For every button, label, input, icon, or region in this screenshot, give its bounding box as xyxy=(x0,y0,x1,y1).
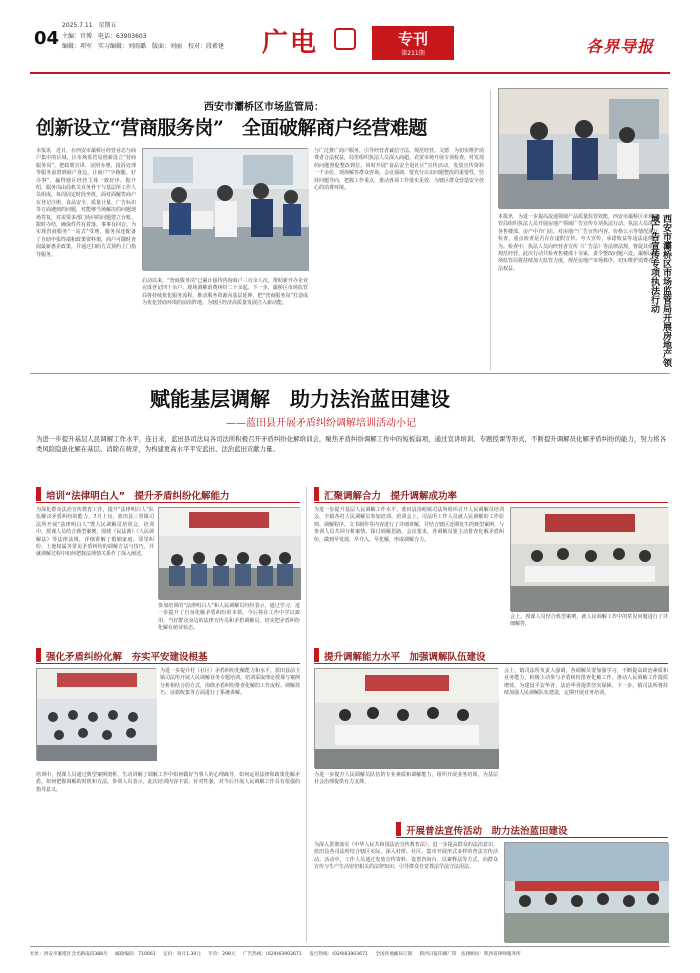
section-2-text: 为进一步提升基层人民调解工作水平，蓝田县汤峪镇司法所组织召开人民调解员培训会，全镇各村人民调解员参加培训。培训会上，司法所工作人员就人民调解的工作原则、调解程序、文书制作等内容进行了详细讲解，并结合辖区近期发生的典型案例，与参训人员共同分析案情、探讨调解思路。会议要求，各调解员要主动排查化解矛盾纠纷，做到早发现、早介入、早化解，形成调解合力。 xyxy=(314,507,505,543)
section-title: 培训“法律明白人” 提升矛盾纠纷化解能力 xyxy=(46,491,230,502)
section-1-text: 为深化群众法治宣传教育工作，提升“法律明白人”队伍解决矛盾纠纷的能力，7月上旬，蓝田县三里镇司法所开展“法律明白人”暨人民调解员培训会。培训中，授课人员结合典型案例，围绕《民法典》《人民调解法》等法律法规，详细讲解了婚姻家庭、邻里纠纷、土地权属等常见矛盾纠纷的调解方法与技巧，并就调解过程中如何把握法理情关系作了深入阐述。 xyxy=(36,507,154,558)
section-header-1 xyxy=(36,487,300,501)
footer-ad: 广告热线：(029)63903671 xyxy=(243,952,302,957)
section-underline xyxy=(36,502,300,503)
mediation-meeting-image xyxy=(511,508,669,612)
section-title: 开展普法宣传活动 助力法治蓝田建设 xyxy=(406,826,568,837)
footer-address: 社址：西安市雁塔区含光路南段388号 xyxy=(30,952,108,957)
section-3-text-2: 培训中，授课人员通过典型案例剖析，生动讲解了调解工作中如何做好当事人的心理疏导，如何运用法律和政策化解矛盾，如何把握调解的时机和方法。参训人员表示，此次培训内容丰富、针对性强，对今后开展人民调解工作具有很强的指导意义。 xyxy=(36,772,300,793)
mid-rule xyxy=(30,373,670,374)
section-4-text: 会上，镇司法所负责人强调，各调解员要加强学习，不断提高政治素质和业务能力，积极主动参与矛盾纠纷排查化解工作，推动人民调解工作提质增效，为建设平安华胥、法治华胥提供坚实保障。下一步，镇司法所将持续加强人民调解队伍建设，定期开展业务培训。 xyxy=(504,668,668,697)
section-title: 强化矛盾纠纷化解 夯实平安建设根基 xyxy=(46,652,208,663)
side-story-text: 本报讯 为进一步提高流通领域产品质量监管效能，西安市灞桥区市场监管局组织执法人员开展房地产领域广告宣传专项执法行动。执法人员深入各售楼部、房产中介门店，对房地产广告宣传内容、价格公示等情况进行检查，重点检查是否存在虚假宣传、夸大宣传、承诺收益等违法违规行为。检查中，执法人员向经营者宣传《广告法》等法律法规，督促其依法规范经营。此次行动共检查售楼部十余家，责令整改问题六处。灞桥区市场监管局将持续加大监管力度，规范房地产市场秩序，切实维护消费者合法权益。 xyxy=(498,214,659,272)
special-badge xyxy=(372,26,454,60)
footer-rule xyxy=(30,946,670,947)
section-1-photo xyxy=(158,507,300,599)
section-underline xyxy=(314,502,668,503)
top-story-photo xyxy=(142,148,308,270)
header-rule xyxy=(30,72,670,74)
footer-printing: 陕西日报印刷厂印 法律顾问：陕西省律师服务所 xyxy=(419,952,521,957)
footer-price: 定价：每月1.30元 xyxy=(163,952,201,957)
feature-headline: 赋能基层调解 助力法治蓝田建设 xyxy=(150,387,450,411)
section-4-photo xyxy=(314,668,498,768)
section-underline xyxy=(314,663,668,664)
top-story-headline: 创新设立“营商服务岗” 全面破解商户经营难题 xyxy=(36,117,427,139)
section-3-text: 为进一步提升村（社区）矛盾纠纷化解能力和水平，蓝田县前卫镇司法所开展人民调解业务专题培训。培训采取理论授课与案例分析相结合的方式，围绕矛盾纠纷排查化解的工作流程、调解技巧、证据收集等方面进行了系统讲解。 xyxy=(160,668,301,697)
masthead-logo: 广电 xyxy=(262,28,319,58)
side-divider xyxy=(490,90,491,370)
section-marker xyxy=(314,648,319,662)
issue-label: 第211期 xyxy=(401,50,425,57)
side-story-title: 西安市灞桥区市场监管局开展房地产领域广告宣传专项执法行动 xyxy=(649,214,671,367)
classroom-image xyxy=(37,669,157,761)
section-5-photo xyxy=(504,842,668,942)
inspection-scene-image xyxy=(499,89,669,209)
logo-seal-icon xyxy=(334,28,356,50)
side-story-photo xyxy=(498,88,668,208)
section-marker xyxy=(36,487,41,501)
masthead xyxy=(0,0,700,78)
special-label: 专刊 xyxy=(397,30,428,48)
section-header-3 xyxy=(36,648,300,662)
training-meeting-image xyxy=(159,508,301,600)
staff-info: 编辑：项军 实习编辑：刘雨璐 版面：刘丽 校对：段素建 xyxy=(62,43,225,50)
feature-subtitle: ——蓝田县开展矛盾纠纷调解培训活动小记 xyxy=(226,418,416,429)
feature-intro: 为进一步提升基层人民调解工作水平，连日来，蓝田县司法局各司法所积极召开矛盾纠纷化解培训会，聚焦矛盾纠纷调解工作中的短板弱项，通过宣讲培训、专题授课等形式，不断提升调解员化解矛盾纠纷的能力，努力将各类风险隐患化解在基层、消除在萌芽，为构建更高水平平安蓝田、法治蓝田贡献力量。 xyxy=(36,435,666,453)
outdoor-publicity-image xyxy=(505,843,669,943)
section-header-4 xyxy=(314,648,668,662)
top-story-kicker: 西安市灞桥区市场监管局： xyxy=(204,102,324,113)
footer-zip: 邮政编码：710061 xyxy=(115,952,156,957)
section-header-2 xyxy=(314,487,668,501)
page-number: 04 xyxy=(34,28,60,49)
top-story-col1: 本报讯 近日，在西安市灞桥区经营业态与商户集中的区域，区市场监管局创新设立“营商服务岗”，把政策宣讲、证照办理、投诉处理等服务前置到商户身边，让商户“少跑腿、好办事”，赢得辖区经营主体一致好评。据介绍，服务岗由局机关业务骨干与基层所工作人员组成，每周固定时段坐班，面对面解答商户在登记注册、食品安全、质量计量、广告标识等方面遇到的问题，对能够当场解决的问题现场答复，对需要多部门协同的问题建立台账、限时办结，确保件件有着落、事事有回音。为实现营商服务“一站式”受理，服务岗还配备了自助申报终端和政策资料架，商户可随时查阅最新惠企政策，并通过扫码方式预约上门指导服务。 xyxy=(36,148,137,258)
section-marker xyxy=(36,648,41,662)
section-marker xyxy=(314,487,319,501)
editor-info: 主编：官博 电话：63903603 xyxy=(62,33,147,40)
footer-distribution: 发行热线：(029)63903671 xyxy=(309,952,368,957)
issue-date: 2025.7.11 星期五 xyxy=(62,22,117,29)
section-underline xyxy=(396,837,668,838)
section-title: 汇聚调解合力 提升调解成功率 xyxy=(324,491,458,502)
photo-caption-2: 会上，授课人员结合典型案例，就人民调解工作中的常见问题进行了详细解答。 xyxy=(510,614,668,628)
footer-info xyxy=(30,951,670,963)
photo-caption-3: 为进一步提升人民调解员队伍的专业素质和调解能力，组织开展业务培训，为基层社会治理提供有力支撑。 xyxy=(314,772,498,786)
column-divider xyxy=(306,487,307,942)
section-underline xyxy=(36,663,300,664)
footer-license: 全国各地邮局订阅 xyxy=(375,952,413,957)
section-header-5 xyxy=(396,822,668,836)
section-marker xyxy=(396,822,401,836)
top-story-col3: 与广泛推广商户服务，引导经营者诚信守法、规范经营。文德 为切实维护消费者合法权益，局里组织执法人员深入商超、农贸市场开展专项检查，对发现的问题督促整改到位。同时开展“食品安全进社区”宣传活动，发放宣传资料一千余份，现场解答群众咨询。会议强调，要充分认识问题整改的重要性，坚持问题导向，把握工作重点，推动各项工作落实见效，为辖区群众营造安全放心的消费环境。 xyxy=(314,148,485,192)
section-5-text: 为深入贯彻落实《中华人民共和国法治宣传教育法》，进一步提高群众的法治意识，蓝田县各司法所结合辖区实际，深入村组、社区、集市开展形式多样的普法宣传活动。活动中，工作人员通过发放宣传资料、设置咨询台、以案释法等方式，向群众宣传与生产生活密切相关的法律知识，引导群众自觉尊法学法守法用法。 xyxy=(314,842,498,871)
section-1-text-2: 参加培训的“法律明白人”和人民调解员纷纷表示，通过学习，进一步提升了自身化解矛盾纠纷的本领，今后将在工作中学以致用，当好群众身边的法律宣传员和矛盾调解员，切实把矛盾纠纷化解在萌芽状态。 xyxy=(158,603,300,632)
conference-table-image xyxy=(315,669,499,769)
section-2-photo xyxy=(510,507,668,611)
section-name: 各界导报 xyxy=(586,37,655,56)
section-3-photo xyxy=(36,668,156,760)
office-scene-image xyxy=(143,149,309,271)
footer-year-price: 年价：298元 xyxy=(208,952,236,957)
top-story-col2: 启动以来，“营商服务岗”已累计接待咨询商户三百余人次，帮助新开办企业完成登记四十余户，现场调解消费纠纷二十余起。下一步，灞桥区市场监管局将持续优化服务流程，推动服务资源向基层延伸，把“营商服务岗”打造成为优化营商环境的前沿阵地，为辖区经济高质量发展注入新动能。 xyxy=(142,278,308,307)
section-title: 提升调解能力水平 加强调解队伍建设 xyxy=(324,652,486,663)
